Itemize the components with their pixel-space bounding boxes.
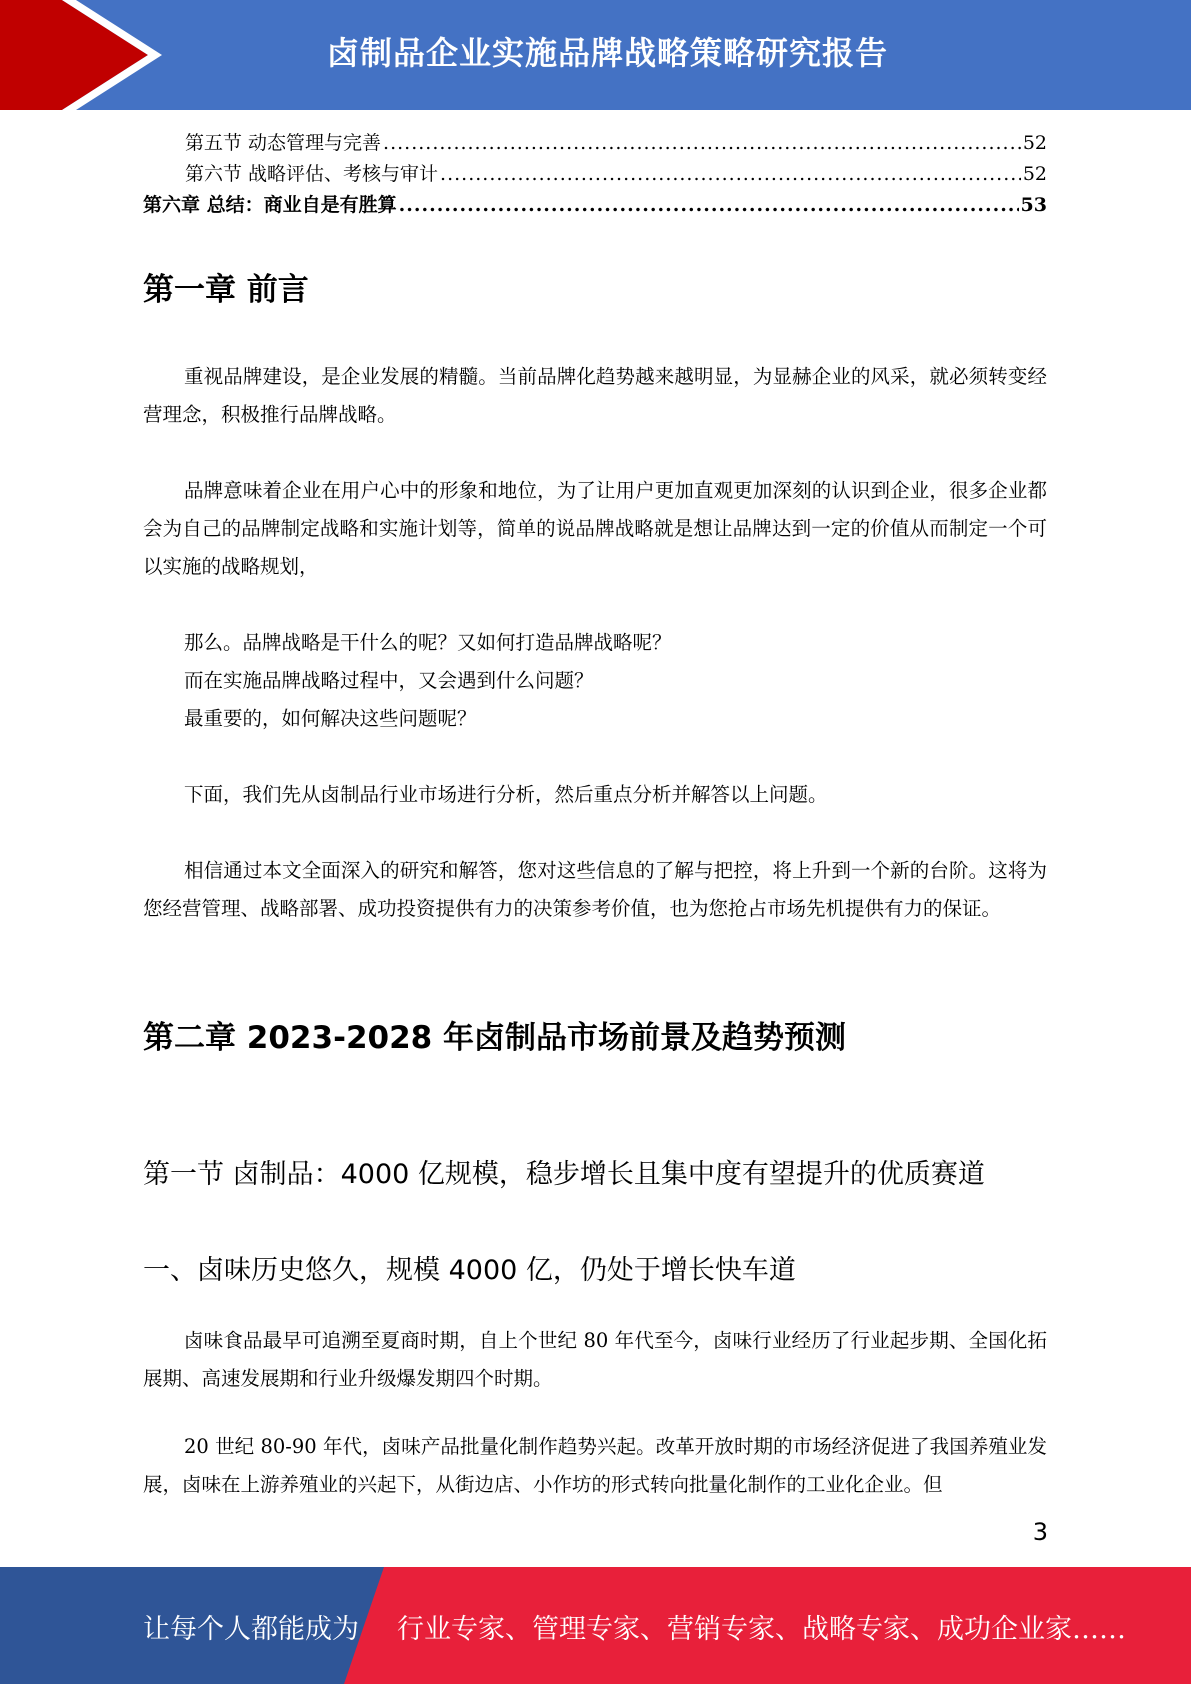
paragraph: 品牌意味着企业在用户心中的形象和地位，为了让用户更加直观更加深刻的认识到企业，很多企业都会为自己的品牌制定战略和实施计划等，简单的说品牌战略就是想让品牌达到一定的价值从而制定一个可以实施的战略规划， (143, 479, 1047, 578)
paragraph: 那么。品牌战略是干什么的呢？又如何打造品牌战略呢？ (184, 631, 672, 654)
toc-leader-dots (440, 163, 1021, 185)
toc-entry-page: 53 (1020, 194, 1047, 216)
page-header (0, 0, 1191, 110)
paragraph: 而在实施品牌战略过程中，又会遇到什么问题？ (184, 669, 594, 692)
report-title: 卤制品企业实施品牌战略策略研究报告 (326, 34, 888, 72)
toc-entry-title: 第六节 战略评估、考核与审计 (185, 163, 439, 185)
footer-slogan-right: 行业专家、管理专家、营销专家、战略专家、成功企业家…… (397, 1614, 1126, 1645)
toc-leader-dots (399, 194, 1019, 216)
page-footer (0, 1567, 1191, 1684)
subsection-heading: 一、卤味历史悠久，规模 4000 亿，仍处于增长快车道 (143, 1255, 796, 1286)
toc-entry-page: 52 (1022, 132, 1047, 154)
section-heading: 第一节 卤制品：4000 亿规模，稳步增长且集中度有望提升的优质赛道 (143, 1159, 985, 1190)
chapter-heading: 第一章 前言 (143, 272, 309, 308)
table-of-contents (143, 128, 1047, 221)
toc-entry-title: 第五节 动态管理与完善 (185, 132, 382, 154)
toc-entry[interactable] (143, 128, 1047, 159)
paragraph: 卤味食品最早可追溯至夏商时期，自上个世纪 80 年代至今，卤味行业经历了行业起步期、全国化拓展期、高速发展期和行业升级爆发期四个时期。 (143, 1329, 1047, 1390)
paragraph: 最重要的，如何解决这些问题呢？ (184, 707, 477, 730)
toc-entry[interactable] (143, 190, 1047, 221)
chapter-heading: 第二章 2023-2028 年卤制品市场前景及趋势预测 (143, 1020, 847, 1056)
paragraph: 20 世纪 80-90 年代，卤味产品批量化制作趋势兴起。改革开放时期的市场经济促进了我国养殖业发展，卤味在上游养殖业的兴起下，从街边店、小作坊的形式转向批量化制作的工业化企业。但 (143, 1435, 1047, 1496)
toc-entry-title: 第六章 总结：商业自是有胜算 (143, 194, 397, 216)
paragraph: 重视品牌建设，是企业发展的精髓。当前品牌化趋势越来越明显，为显赫企业的风采，就必须转变经营理念，积极推行品牌战略。 (143, 365, 1047, 426)
paragraph: 相信通过本文全面深入的研究和解答，您对这些信息的了解与把控，将上升到一个新的台阶。这将为您经营管理、战略部署、成功投资提供有力的决策参考价值，也为您抢占市场先机提供有力的保证。 (143, 859, 1047, 920)
footer-slogan-left: 让每个人都能成为 (143, 1614, 359, 1645)
toc-entry[interactable] (143, 159, 1047, 190)
page-number: 3 (1032, 1518, 1048, 1546)
toc-leader-dots (383, 132, 1021, 154)
toc-entry-page: 52 (1022, 163, 1047, 185)
paragraph: 下面，我们先从卤制品行业市场进行分析，然后重点分析并解答以上问题。 (184, 783, 828, 806)
